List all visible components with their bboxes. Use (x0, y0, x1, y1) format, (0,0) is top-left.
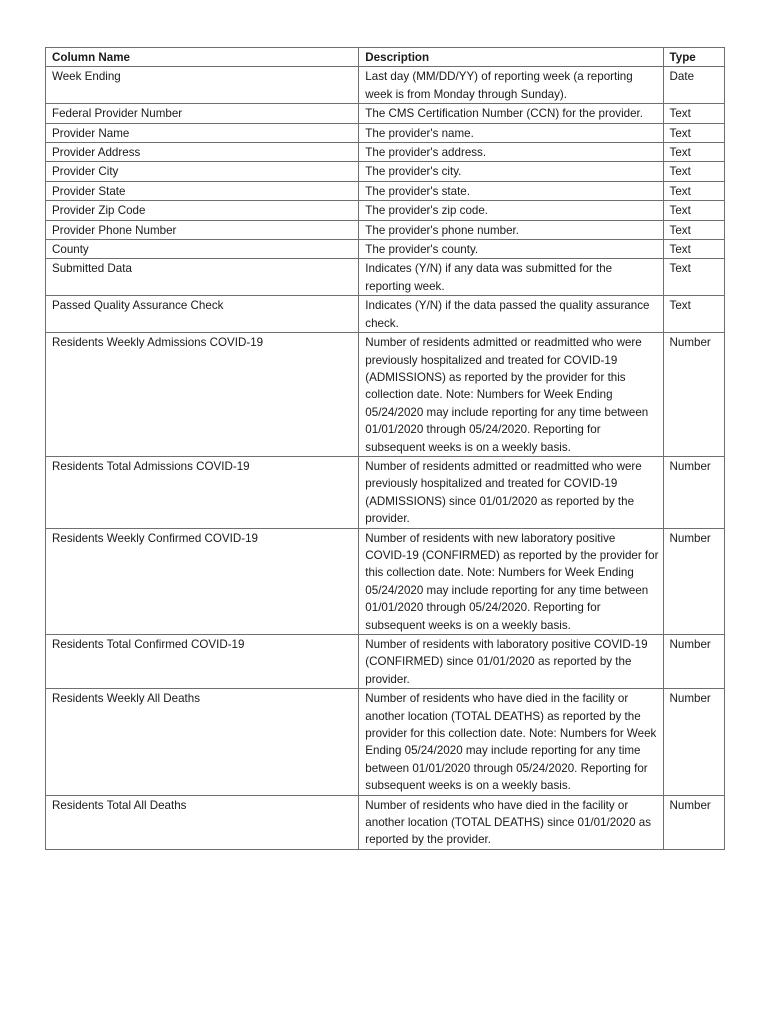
table-row (46, 635, 725, 689)
description-cell: Number of residents with laboratory positive COVID-19 (CONFIRMED) since 01/01/2020 as reported by the provider. (359, 635, 663, 689)
description-cell: Number of residents with new laboratory positive COVID-19 (CONFIRMED) as reported by the provider for this collection date. Note: Numbers for Week Ending 05/24/2020 may include reporting for any time between 01/01/2020 through 05/24/2020. Reporting for subsequent weeks is on a weekly basis. (359, 528, 663, 634)
column-name-cell: Submitted Data (46, 259, 359, 296)
table-body (46, 67, 725, 849)
type-cell: Number (663, 456, 724, 528)
table-row (46, 143, 725, 162)
column-name-cell: Week Ending (46, 67, 359, 104)
column-name-cell: Residents Weekly Admissions COVID-19 (46, 333, 359, 457)
type-cell: Text (663, 123, 724, 142)
column-name-cell: Provider City (46, 162, 359, 181)
column-name-cell: Passed Quality Assurance Check (46, 296, 359, 333)
type-cell: Text (663, 104, 724, 123)
description-cell: The provider's address. (359, 143, 663, 162)
description-cell: The provider's county. (359, 240, 663, 259)
table-header (46, 48, 725, 67)
column-name-cell: Residents Total Admissions COVID-19 (46, 456, 359, 528)
table-row (46, 67, 725, 104)
table-row (46, 795, 725, 849)
table-row (46, 259, 725, 296)
type-cell: Text (663, 296, 724, 333)
table-row (46, 456, 725, 528)
type-cell: Number (663, 635, 724, 689)
table-row (46, 220, 725, 239)
description-cell: The provider's zip code. (359, 201, 663, 220)
description-cell: Indicates (Y/N) if any data was submitted for the reporting week. (359, 259, 663, 296)
description-header: Description (359, 48, 663, 67)
column-name-cell: County (46, 240, 359, 259)
type-cell: Number (663, 689, 724, 795)
table-row (46, 201, 725, 220)
column-name-cell: Residents Total Confirmed COVID-19 (46, 635, 359, 689)
type-header: Type (663, 48, 724, 67)
description-cell: The CMS Certification Number (CCN) for the provider. (359, 104, 663, 123)
description-cell: Indicates (Y/N) if the data passed the quality assurance check. (359, 296, 663, 333)
description-cell: The provider's name. (359, 123, 663, 142)
type-cell: Number (663, 795, 724, 849)
type-cell: Text (663, 162, 724, 181)
column-name-cell: Provider State (46, 181, 359, 200)
description-cell: Number of residents admitted or readmitted who were previously hospitalized and treated for COVID-19 (ADMISSIONS) as reported by the provider for this collection date. Note: Numbers for Week Ending 05/24/2020 may include reporting for any time between 01/01/2020 through 05/24/2020. Reporting for subsequent weeks is on a weekly basis. (359, 333, 663, 457)
table-row (46, 123, 725, 142)
table-row (46, 181, 725, 200)
type-cell: Text (663, 201, 724, 220)
column-name-cell: Residents Weekly All Deaths (46, 689, 359, 795)
table-row (46, 104, 725, 123)
column-name-cell: Provider Zip Code (46, 201, 359, 220)
type-cell: Text (663, 220, 724, 239)
column-name-cell: Provider Phone Number (46, 220, 359, 239)
column-name-header: Column Name (46, 48, 359, 67)
column-name-cell: Provider Name (46, 123, 359, 142)
description-cell: The provider's phone number. (359, 220, 663, 239)
type-cell: Date (663, 67, 724, 104)
description-cell: The provider's city. (359, 162, 663, 181)
type-cell: Text (663, 240, 724, 259)
type-cell: Text (663, 181, 724, 200)
description-cell: Number of residents who have died in the facility or another location (TOTAL DEATHS) as reported by the provider for this collection date. Note: Numbers for Week Ending 05/24/2020 may include reporting for any time between 01/01/2020 through 05/24/2020. Reporting for subsequent weeks is on a weekly basis. (359, 689, 663, 795)
type-cell: Text (663, 143, 724, 162)
type-cell: Number (663, 333, 724, 457)
description-cell: The provider's state. (359, 181, 663, 200)
column-name-cell: Provider Address (46, 143, 359, 162)
table-header-row (46, 48, 725, 67)
column-name-cell: Residents Weekly Confirmed COVID-19 (46, 528, 359, 634)
description-cell: Last day (MM/DD/YY) of reporting week (a reporting week is from Monday through Sunday). (359, 67, 663, 104)
table-row (46, 296, 725, 333)
description-cell: Number of residents admitted or readmitted who were previously hospitalized and treated for COVID-19 (ADMISSIONS) since 01/01/2020 as reported by the provider. (359, 456, 663, 528)
data-dictionary-table (45, 47, 725, 850)
table-row (46, 689, 725, 795)
type-cell: Number (663, 528, 724, 634)
table-row (46, 240, 725, 259)
table-row (46, 162, 725, 181)
column-name-cell: Residents Total All Deaths (46, 795, 359, 849)
column-name-cell: Federal Provider Number (46, 104, 359, 123)
type-cell: Text (663, 259, 724, 296)
description-cell: Number of residents who have died in the facility or another location (TOTAL DEATHS) since 01/01/2020 as reported by the provider. (359, 795, 663, 849)
table-row (46, 528, 725, 634)
table-row (46, 333, 725, 457)
